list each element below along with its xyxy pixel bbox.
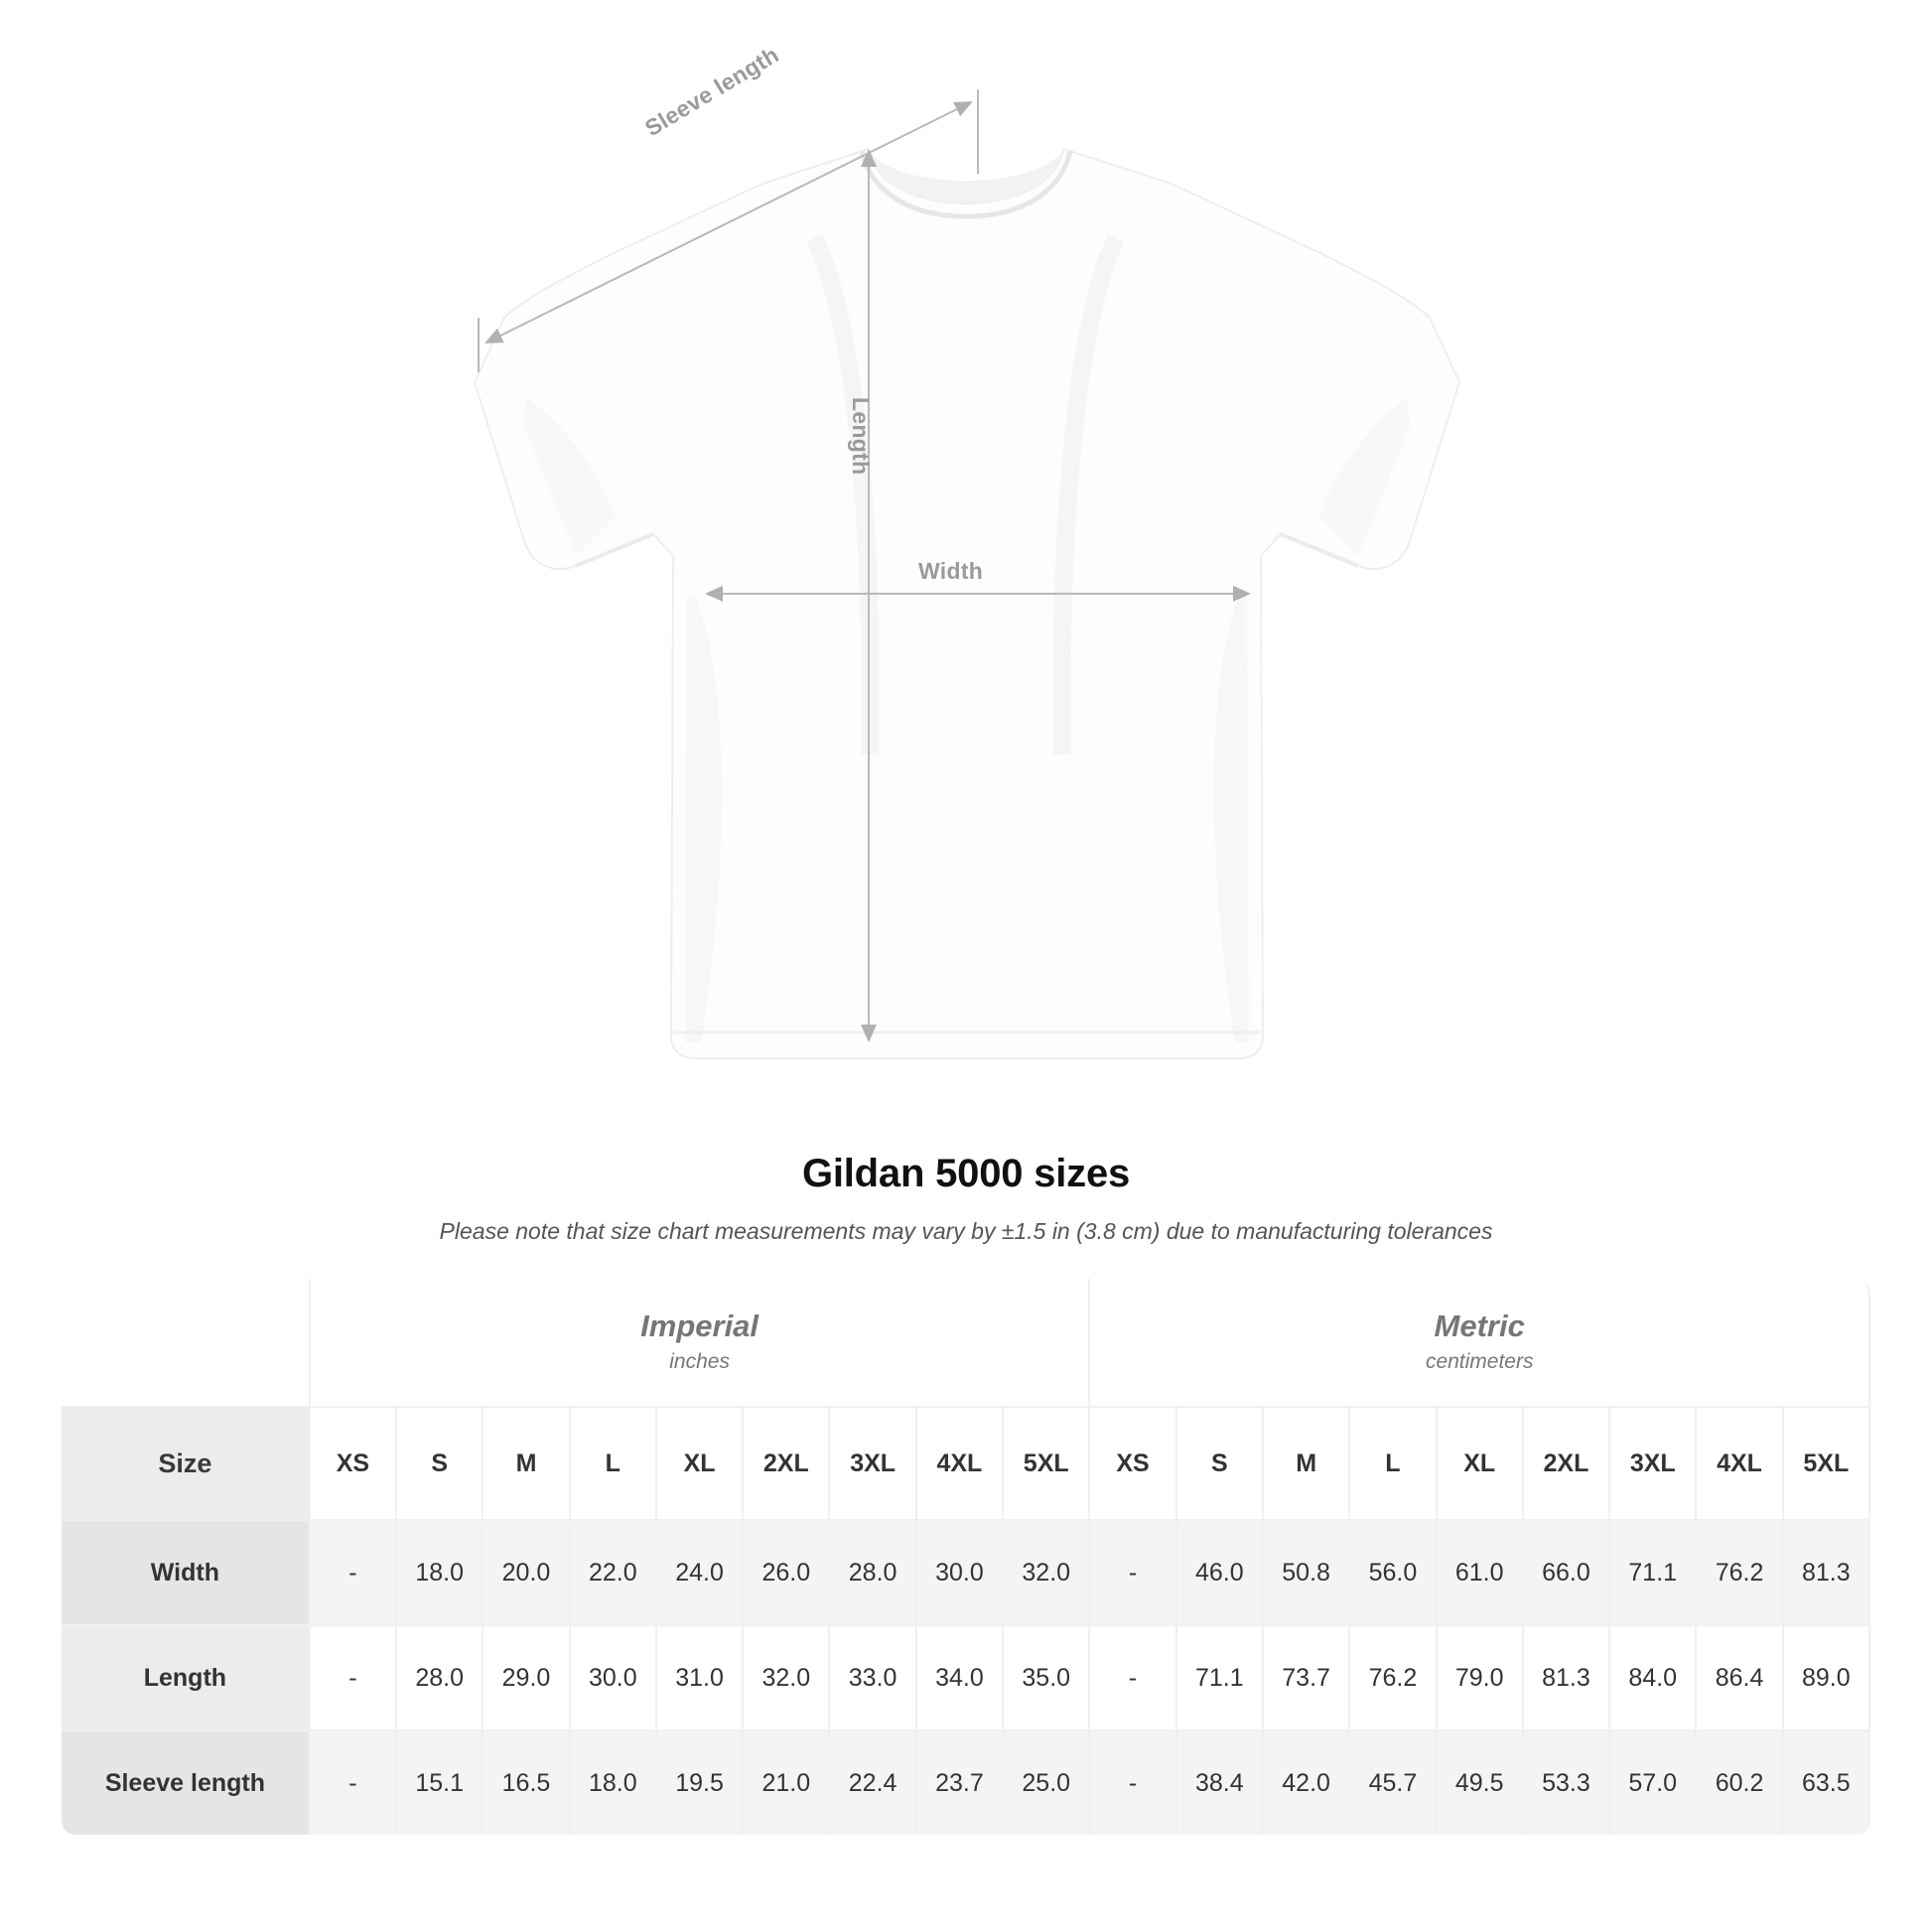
cell-length-metric-4xl: 86.4 [1697,1626,1783,1731]
size-header-imperial-5xl: 5XL [1004,1408,1090,1521]
row-label-length: Length [62,1626,311,1731]
size-header-imperial-3xl: 3XL [830,1408,916,1521]
row-label-width: Width [62,1521,311,1626]
size-header-metric-4xl: 4XL [1697,1408,1783,1521]
cell-sleeve-metric-xl: 49.5 [1438,1731,1524,1835]
table-row [62,1521,1870,1626]
length-label: Length [848,397,874,476]
unit-sub-metric: centimeters [1425,1349,1534,1373]
unit-header-spacer [62,1279,311,1408]
cell-sleeve-imperial-2xl: 21.0 [744,1731,830,1835]
cell-width-imperial-l: 22.0 [571,1521,657,1626]
cell-sleeve-imperial-m: 16.5 [483,1731,570,1835]
cell-sleeve-imperial-xl: 19.5 [657,1731,744,1835]
cell-length-imperial-xl: 31.0 [657,1626,744,1731]
unit-name-imperial: Imperial [640,1308,759,1343]
unit-header-row [62,1279,1870,1408]
cell-sleeve-imperial-l: 18.0 [571,1731,657,1835]
cell-sleeve-metric-xs: - [1090,1731,1176,1835]
cell-length-imperial-xs: - [311,1626,397,1731]
unit-sub-imperial: inches [669,1349,730,1373]
size-header-imperial-4xl: 4XL [917,1408,1004,1521]
cell-sleeve-imperial-s: 15.1 [397,1731,483,1835]
cell-sleeve-imperial-5xl: 25.0 [1004,1731,1090,1835]
size-header-metric-xs: XS [1090,1408,1176,1521]
size-header-metric-m: M [1264,1408,1350,1521]
size-header-imperial-l: L [571,1408,657,1521]
cell-length-imperial-l: 30.0 [571,1626,657,1731]
cell-width-imperial-s: 18.0 [397,1521,483,1626]
cell-width-metric-4xl: 76.2 [1697,1521,1783,1626]
tolerance-note: Please note that size chart measurements may vary by ±1.5 in (3.8 cm) due to manufacturing tolerances [439,1218,1493,1244]
cell-width-metric-m: 50.8 [1264,1521,1350,1626]
size-header-imperial-2xl: 2XL [744,1408,830,1521]
cell-length-metric-m: 73.7 [1264,1626,1350,1731]
cell-width-imperial-5xl: 32.0 [1004,1521,1090,1626]
size-header-metric-s: S [1177,1408,1264,1521]
title-block [0,1152,1932,1245]
cell-length-metric-xl: 79.0 [1438,1626,1524,1731]
cell-sleeve-metric-4xl: 60.2 [1697,1731,1783,1835]
cell-width-imperial-4xl: 30.0 [917,1521,1004,1626]
sleeve-length-label: Sleeve length [640,41,783,142]
page-title: Gildan 5000 sizes [801,1152,1131,1195]
cell-length-imperial-2xl: 32.0 [744,1626,830,1731]
size-table [62,1279,1870,1835]
cell-length-metric-2xl: 81.3 [1524,1626,1610,1731]
table-row [62,1626,1870,1731]
cell-sleeve-metric-l: 45.7 [1350,1731,1437,1835]
cell-sleeve-metric-2xl: 53.3 [1524,1731,1610,1835]
cell-width-imperial-xl: 24.0 [657,1521,744,1626]
unit-name-metric: Metric [1434,1308,1525,1343]
cell-width-metric-s: 46.0 [1177,1521,1264,1626]
cell-sleeve-metric-5xl: 63.5 [1784,1731,1870,1835]
cell-width-metric-2xl: 66.0 [1524,1521,1610,1626]
size-header-metric-xl: XL [1438,1408,1524,1521]
cell-sleeve-imperial-3xl: 22.4 [830,1731,916,1835]
unit-group-imperial [311,1279,1091,1408]
cell-length-metric-3xl: 84.0 [1610,1626,1697,1731]
cell-width-metric-l: 56.0 [1350,1521,1437,1626]
cell-sleeve-metric-s: 38.4 [1177,1731,1264,1835]
cell-length-imperial-5xl: 35.0 [1004,1626,1090,1731]
tshirt-shape [475,149,1459,1058]
cell-length-imperial-4xl: 34.0 [917,1626,1004,1731]
cell-width-metric-xs: - [1090,1521,1176,1626]
cell-sleeve-metric-m: 42.0 [1264,1731,1350,1835]
size-header-imperial-xs: XS [311,1408,397,1521]
cell-length-imperial-s: 28.0 [397,1626,483,1731]
size-header-imperial-m: M [483,1408,570,1521]
cell-width-imperial-3xl: 28.0 [830,1521,916,1626]
size-header-row [62,1408,1870,1521]
cell-sleeve-imperial-4xl: 23.7 [917,1731,1004,1835]
size-header-imperial-xl: XL [657,1408,744,1521]
size-header-label: Size [62,1408,311,1521]
cell-width-metric-5xl: 81.3 [1784,1521,1870,1626]
cell-width-imperial-xs: - [311,1521,397,1626]
cell-width-imperial-m: 20.0 [483,1521,570,1626]
cell-width-metric-3xl: 71.1 [1610,1521,1697,1626]
size-header-metric-5xl: 5XL [1784,1408,1870,1521]
cell-sleeve-metric-3xl: 57.0 [1610,1731,1697,1835]
cell-width-imperial-2xl: 26.0 [744,1521,830,1626]
table-row [62,1731,1870,1835]
row-label-sleeve-length: Sleeve length [62,1731,311,1835]
size-table-wrapper [62,1279,1870,1835]
width-label: Width [918,558,984,584]
cell-length-metric-l: 76.2 [1350,1626,1437,1731]
unit-group-metric [1090,1279,1870,1408]
size-header-imperial-s: S [397,1408,483,1521]
cell-length-imperial-3xl: 33.0 [830,1626,916,1731]
size-header-metric-l: L [1350,1408,1437,1521]
cell-length-imperial-m: 29.0 [483,1626,570,1731]
cell-length-metric-xs: - [1090,1626,1176,1731]
size-header-metric-3xl: 3XL [1610,1408,1697,1521]
cell-sleeve-imperial-xs: - [311,1731,397,1835]
cell-length-metric-5xl: 89.0 [1784,1626,1870,1731]
size-header-metric-2xl: 2XL [1524,1408,1610,1521]
cell-length-metric-s: 71.1 [1177,1626,1264,1731]
cell-width-metric-xl: 61.0 [1438,1521,1524,1626]
